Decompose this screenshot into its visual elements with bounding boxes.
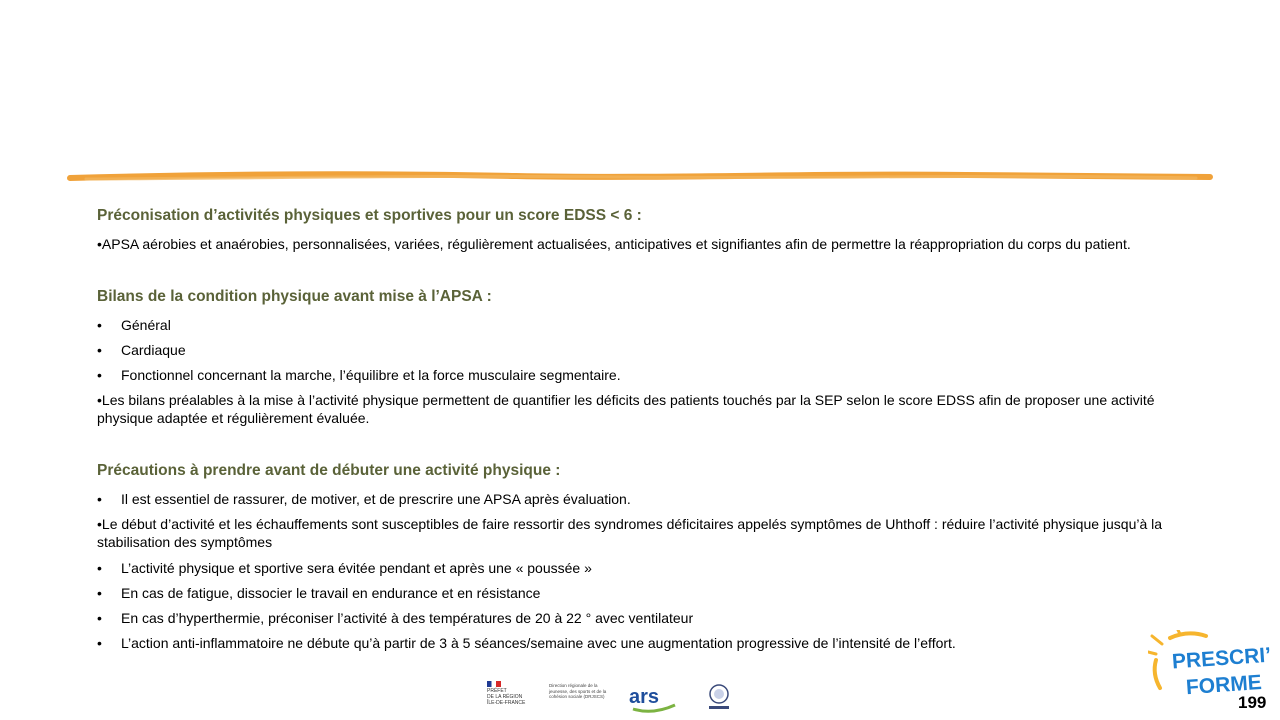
bullet-mark: • (97, 491, 102, 507)
list-item (97, 559, 1167, 577)
section-bilans (97, 287, 1167, 427)
drjscs-logo: Direction régionale de la jeunesse, des sports et de la cohésion sociale (DRJSCS) (549, 683, 607, 699)
section-precautions (97, 461, 1167, 652)
list-item-text: Fonctionnel concernant la marche, l’équilibre et la force musculaire segmentaire. (121, 367, 621, 383)
list-item-text: L’activité physique et sportive sera évitée pendant et après une « poussée » (121, 560, 592, 576)
prefet-logo-line: ÎLE-DE-FRANCE (487, 700, 526, 706)
list-item-text: En cas d’hyperthermie, préconiser l’activité à des températures de 20 à 22 ° avec ventilateur (121, 610, 694, 626)
page-number: 199 (1238, 693, 1267, 712)
prescri-forme-logo (1148, 630, 1272, 702)
prescri-logo-line: FORME (1185, 670, 1263, 700)
list-item-text: Général (121, 317, 171, 333)
ars-logo (625, 681, 683, 715)
section-heading: Précautions à prendre avant de débuter une activité physique : (97, 462, 561, 479)
bullet-mark: • (97, 392, 102, 408)
prefet-logo-line: PRÉFET (487, 688, 507, 694)
bullet-mark: • (97, 516, 102, 532)
paragraph (97, 235, 1167, 253)
bullet-mark: • (97, 560, 102, 576)
list-item (97, 341, 1167, 359)
paragraph-text: Le début d’activité et les échauffements sont susceptibles de faire ressortir des syndromes déficitaires appelés symptômes de Uhthoff : réduire l’activité physique jusqu’à la stabilisation des symptômes (97, 516, 1163, 550)
slide-content (97, 206, 1167, 659)
list-item-text: L’action anti-inflammatoire ne débute qu’à partir de 3 à 5 séances/semaine avec une augmentation progressive de l’intensité de l’effort. (121, 635, 956, 651)
list-item (97, 366, 1167, 384)
bullet-mark: • (97, 635, 102, 651)
list-item (97, 609, 1167, 627)
section-heading: Préconisation d’activités physiques et sportives pour un score EDSS < 6 : (97, 207, 642, 224)
paragraph (97, 391, 1167, 427)
list-item (97, 316, 1167, 334)
list-item-text: Il est essentiel de rassurer, de motiver, et de prescrire une APSA après évaluation. (121, 491, 631, 507)
marianne-flag-icon (487, 681, 501, 687)
bullet-mark: • (97, 236, 102, 252)
bullet-mark: • (97, 367, 102, 383)
paragraph-text: APSA aérobies et anaérobies, personnalisées, variées, régulièrement actualisées, anticipatives et signifiantes afin de permettre la réappropriation du corps du patient. (101, 236, 1131, 252)
paragraph-text: Les bilans préalables à la mise à l’activité physique permettent de quantifier les déficits des patients touchés par la SEP selon le score EDSS afin de proposer une activité physique adaptée et régulièrement évaluée. (97, 392, 1155, 426)
decorative-orange-line (66, 168, 1214, 186)
seal-icon (697, 681, 741, 715)
list-item (97, 490, 1167, 508)
bullet-mark: • (97, 610, 102, 626)
section-preconisation (97, 206, 1167, 253)
section-heading: Bilans de la condition physique avant mise à l’APSA : (97, 288, 492, 305)
list-item (97, 634, 1167, 652)
partner-logos (487, 680, 777, 716)
bullet-mark: • (97, 317, 102, 333)
prefet-idf-logo (487, 681, 535, 715)
ars-logo-text: ars (629, 686, 660, 708)
bullet-mark: • (97, 585, 102, 601)
prefet-logo-line: DE LA RÉGION (487, 694, 523, 700)
paragraph (97, 515, 1167, 551)
list-item-text: Cardiaque (121, 342, 186, 358)
list-item-text: En cas de fatigue, dissocier le travail en endurance et en résistance (121, 585, 541, 601)
bullet-mark: • (97, 342, 102, 358)
list-item (97, 584, 1167, 602)
prescri-logo-line: PRESCRI’ (1171, 643, 1272, 674)
